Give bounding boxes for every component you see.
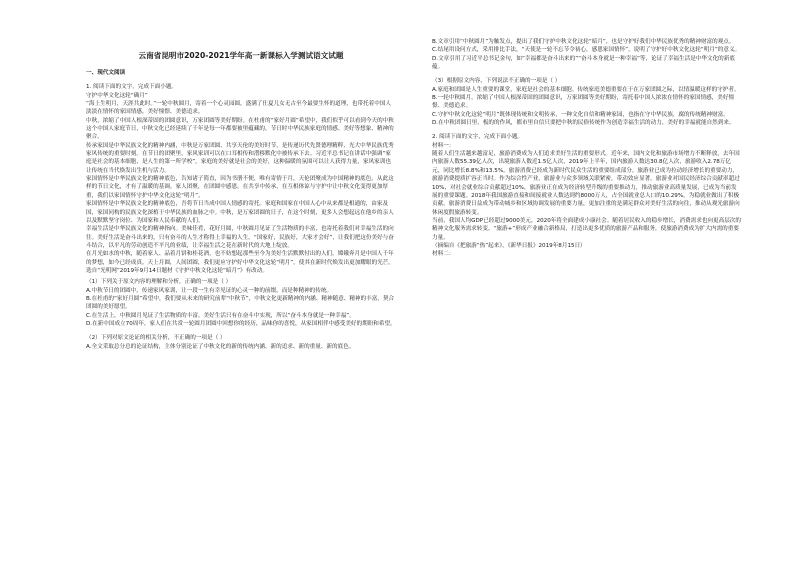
article-paragraph: 幸福生活是中华民族文化的精神指向。美味佳肴，花好月圆，中秋圆月见证了生活物质的丰富，也寄托着我们对幸福生活的向往。美好生活是奋斗出来的，只有奋斗的人生才称得上幸福的人生。“国家好，民族好，大家才会好”，让我们把这份美好与奋斗结合，以平凡的劳动创造不平凡的业绩，让幸福生活之花在新时代的大地上绽放。: [86, 226, 394, 249]
option-b: B.在杜甫的“家好月圆”希望中，我们要从未来的研究前辈“中秋节”，中秋文化更新精神的内涵、精神随意、精神的丰富，契合团圆的美好愿望。: [86, 295, 395, 311]
question-1-2: （2）下列对原文论证的相关分析，不正确的一项是（ ）: [86, 335, 226, 342]
question-1-intro: 1. 阅读下面的文字，完成下面小题。: [86, 84, 178, 91]
option-d: D.在新中国成立70周年，家人们在共赏一轮圆月团圆中回想你的经历，品味你的喜悦，从家国相伴中感受美好的期盼和希望。: [86, 320, 396, 327]
article-paragraph: 传承家国是中华民族文化的精神内涵，中秋是万家团圆、共享天伦的美好时节，是传递历代先贤德理精粹、光大中华民族优秀家风传统的重要时刻。在节日的团聚里，家风家训可以在口耳相传和潜移默化中被传承下去。习近平总书记在讲话中强调“家庭是社会的基本细胞，是人生的第一所学校”，家庭的美好就是社会的美好，这种温暖的氛围可以让人获得力量，家风家训也让传统在当代焕发出生机与活力。: [86, 142, 394, 174]
article-paragraph: 在月光如水的中秋，随着家人、品着月饼和桂花酒，也不妨想起那些至今为美好生活默默付出的人们。嫦娥奔月是中国人千年的梦想，如今已经成真。天上月圆，人间团圆，我们更应守护好中华文化这轮“明月”，使其在新时代焕发出更加耀眼的光芒。: [86, 251, 394, 266]
option-a: A.家庭和团圆是人生重要的课堂，家庭是社会的基本细胞。传统家庭美德重要在于在万家团圆之际，以情温暖这样的守护者。: [432, 86, 740, 93]
option-b: B.文章引用“中秋圆月”为触发点，提出了我们守护中秋文化这轮“暗月”，也是守护好我们中华民族优秀的精神财富的观点。: [432, 39, 735, 45]
article-title: 守护中华文化这轮“确月”: [86, 92, 148, 99]
option-a: A.中秋节日的团圆中，传递家风家训，让一段一生有幸见证的心灵一种的前缀，而是种精神的传统。: [86, 287, 333, 294]
article-paragraph: “海上生明月，天涯共此时。”一轮中秋圆月，寄着一个心灵园圆，盛满了仕夏儿女无古至今最要生怀的道理，也带托着中国人淡淡在情怀的家国情感，美好憧憬、美德追求。: [86, 101, 392, 116]
article-paragraph: 家国情怀是中华民族文化的精神底色，吾将节日当成中国人情感的寄托。家庭和国家在中国人心中从来都是相通的，由家及国，家国同构的民族文化深植于中华民族的血脉之中。中秋，是万家团圆的日子，在这个时刻，更多人会想起远在他乡的亲人以及默默坚守岗位、为国家和人民奉献的人们。: [86, 201, 394, 224]
article-paragraph: 家国情怀是中华民族文化的精神底色，告知诸子简直，因为书册不便，唯有寄情于月，天伦团聚成为中国精神的底色，从此这样的节日文化，才有了温暖的基调。家人团聚，在团圆中感恩，在共享中传承，在互相体谅与守护中让中秋文化变得更加厚重，我们以家国情怀守护中华文化这轮“明月”。: [86, 176, 394, 199]
article-source: 选自“光明网”2019年9月14日题材《守护中秋文化这轮“暗月”》有改动。: [86, 267, 268, 274]
question-1-1: （1）下列关于原文内容的理解和分析，正确的一项是（ ）: [86, 279, 232, 286]
material-1-text: 随着人们生活越来越富足，旅游消费成为人们追求美好生活的重要形式。近年来，国内文化和旅游市场增力不断释放，去年国内旅游人数55.39亿人次，出境旅游人数近1.5亿人次，2019年上半年，国内旅游人数达30.8亿人次，旅游收入2.78万亿元，同比增长8.8%和13.5%。旅游消费已经成为新时代民众生活的重要组成部分。旅游业已成为拉动经济增长的重要动力，旅游消费提质扩容正当时。作为综合性产业，旅游业与众多领域关联紧密，带动效应显著。旅游业对国民经济综合贡献率超过10%，对社会就业综合贡献超过10%，旅游业正在成为经济转型升级的重要推动力，推动旅游业高质量发展，已成为当前发展的重要课题。2018年我国旅游直接和间接就业人数达到约8000万人，占全国就业总人口的10.29%，为稳就业做出了积极贡献。旅游消费日益成为带动城乡和区域协调发展的重要力量，更加注重的是满足群众对美好生活的向往，推动从观光旅游向休闲度假旅游转变。: [432, 151, 740, 216]
option-c: C.在生活上，中秋圆月见证了生活物质的丰富，美好生活只有在奋斗中实现，所以“奋斗本身就是一种幸福”。: [86, 312, 355, 319]
section-title: 一、现代文阅读: [86, 70, 126, 76]
option-b: B.一轮中秋圆月，浓缩了中国人根深蒂固的团圆意识，万家团圆等美好期盼，寄托着中国人浓浓在情怀的家国情感，美好憧憬、美德追求。: [432, 95, 735, 110]
material-1-label: 材料一：: [432, 142, 455, 149]
option-d: D.文章引用了习近平总书记金句，如“幸福都是奋斗出来的”“奋斗本身就是一种幸福”等，论证了幸福生活是中华文化的新底蕴。: [432, 55, 735, 71]
material-2-label: 材料二：: [432, 251, 455, 258]
material-1-text: 当前，我国人均GDP已经超过9000美元，2020年将全面建成小康社会。随着居民收入的稳步增长，消费需求也向更高层次的精神文化服务需求转变。“旅游+”形成产业融合新格局，打造出更多优质的旅游产品和服务，使旅游消费成为扩大内需的重要力量。: [432, 217, 741, 241]
article-paragraph: 中秋，浓缩了中国人根深蒂固的团圆意识，万家团圆等美好期盼。在杜甫的“家好月圆”希望中，我们似乎可以看到今天的中秋这个中国人家庭节日，中秋文化已经延续了千年是每一年都要被里蕴藏的，节日时中华民族家庭的情感、美好等想象、精神的聚合。: [86, 117, 394, 141]
material-1-source: （摘编自《把旅游“热”起来》，《新华日报》2019年8月15日）: [432, 242, 586, 249]
right-column: [432, 0, 742, 259]
option-c: C.守护中秋文化这轮“明月”既体现传统和文明传承，一种文化自信和精神家园，也指在守中华民族，腐的传统精神财富。: [432, 111, 729, 118]
option-a: A.全文采取总分总的论证结构，主体分别论证了中秋文化的新的传统内涵、新的追求、新的重量、新的底色。: [86, 343, 355, 350]
question-2-intro: 2. 阅读下面的文字，完成下面小题。: [432, 134, 524, 141]
question-1-3: （3）根据原文内容，下列说法不正确的一项是（ ）: [432, 78, 561, 85]
left-column: [86, 0, 396, 351]
document-title: 云南省昆明市2020-2021学年高一新课标入学测试语文试题: [138, 51, 344, 60]
option-d: D.在中秋团圆日里，板的的作风，都市里自信只要把中秋的民俗传统作为创造幸福生活的动力，美好的幸福就能自然到来。: [432, 120, 735, 127]
option-c: C.结尾用设问方式，采用排比手法，“天使是一轮不忘节令初心，感恩家国情怀”，说明了守护好中秋文化这轮“明月”的意义。: [432, 47, 741, 54]
